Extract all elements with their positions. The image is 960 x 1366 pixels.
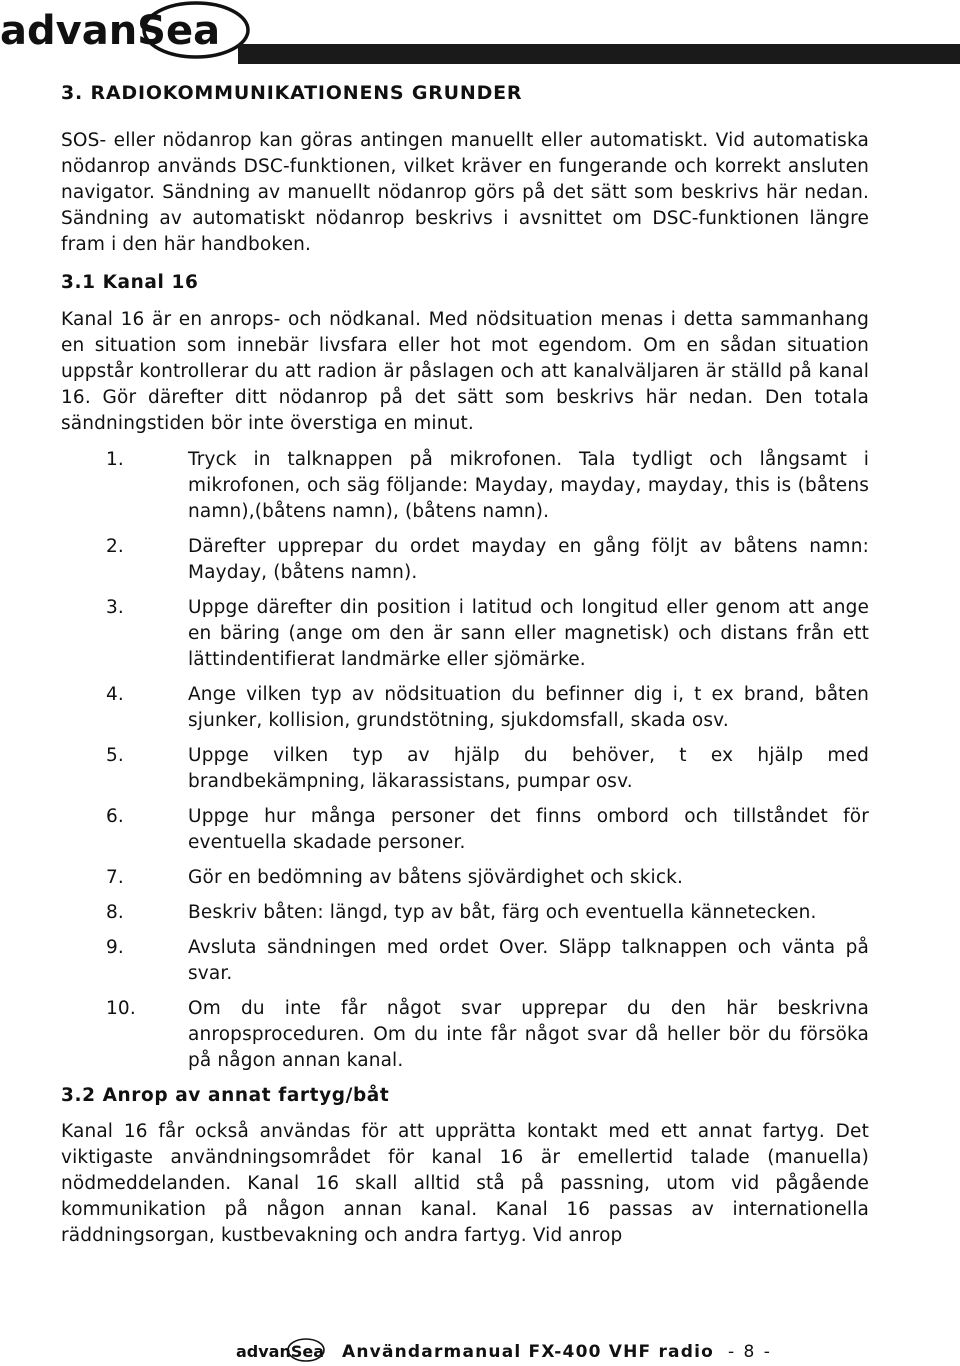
header-bar: [238, 44, 960, 64]
section-3-title: 3. RADIOKOMMUNIKATIONENS GRUNDER: [61, 82, 523, 104]
step-text: Därefter upprepar du ordet mayday en gång följt av båtens namn: Mayday, (båtens namn).: [188, 536, 869, 583]
step-number: 8.: [106, 902, 124, 923]
list-item: [61, 447, 869, 525]
step-text: Beskriv båten: längd, typ av båt, färg och eventuella kännetecken.: [188, 902, 817, 923]
document-body: [61, 72, 869, 1249]
section-3-2-title: 3.2 Anrop av annat fartyg/båt: [61, 1085, 390, 1106]
page-header: [0, 0, 960, 72]
step-text: Tryck in talknappen på mikrofonen. Tala tydligt och långsamt i mikrofonen, och säg följande: Mayday, mayday, mayday, this is (båtens namn),(båtens namn), (båtens namn).: [188, 449, 869, 522]
distress-steps-list: [61, 447, 869, 1074]
footer-advansea-logo: [236, 1336, 326, 1364]
step-text: Uppge vilken typ av hjälp du behöver, t ex hjälp med brandbekämpning, läkarassistans, pumpar osv.: [188, 745, 869, 792]
section-3-2-paragraph: Kanal 16 får också användas för att upprätta kontakt med ett annat fartyg. Det viktigaste användningsområdet för kanal 16 är emellertid talade (manuella) nödmeddelanden. Kanal 16 skall alltid stå på passning, utom vid pågående kommunikation på någon annan kanal. Kanal 16 passas av internationella räddningsorgan, kustbevakning och andra fartyg. Vid anrop: [61, 1121, 869, 1246]
step-number: 9.: [106, 937, 124, 958]
section-3-1-paragraph: Kanal 16 är en anrops- och nödkanal. Med nödsituation menas i detta sammanhang en situation som innebär livsfara eller hot mot egendom. Om en sådan situation uppstår kontrollerar du att radion är påslagen och att kanalväljaren är ställd på kanal 16. Gör därefter ditt nödanrop på det sätt som beskrivs här nedan. Den totala sändningstiden bör inte överstiga en minut.: [61, 309, 869, 434]
section-3-1-title: 3.1 Kanal 16: [61, 272, 199, 293]
logo-text: advanSea: [0, 8, 221, 54]
step-number: 4.: [106, 684, 124, 705]
footer-logo-text: advanSea: [236, 1342, 325, 1361]
list-item: [61, 865, 869, 891]
step-text: Om du inte får något svar upprepar du den här beskrivna anropsproceduren. Om du inte får något svar då heller bör du försöka på någon annan kanal.: [188, 998, 869, 1071]
step-number: 2.: [106, 536, 124, 557]
manual-title: Användarmanual FX-400 VHF radio: [342, 1342, 714, 1362]
step-number: 6.: [106, 806, 124, 827]
step-number: 10.: [106, 998, 136, 1019]
list-item: [61, 804, 869, 856]
step-number: 7.: [106, 867, 124, 888]
step-text: Uppge hur många personer det finns ombord och tillståndet för eventuella skadade personer.: [188, 806, 869, 853]
step-number: 3.: [106, 597, 124, 618]
advansea-logo: [0, 0, 260, 60]
page-number: - 8 -: [728, 1342, 772, 1362]
list-item: [61, 900, 869, 926]
step-text: Uppge därefter din position i latitud och longitud eller genom att ange en bäring (ange om den är sann eller magnetisk) och distans från ett lättindentifierat landmärke eller sjömärke.: [188, 597, 869, 670]
list-item: [61, 682, 869, 734]
list-item: [61, 996, 869, 1074]
list-item: [61, 935, 869, 987]
list-item: [61, 743, 869, 795]
page-footer: [0, 1330, 960, 1366]
step-text: Ange vilken typ av nödsituation du befinner dig i, t ex brand, båten sjunker, kollision, grundstötning, sjukdomsfall, skada osv.: [188, 684, 869, 731]
step-text: Gör en bedömning av båtens sjövärdighet och skick.: [188, 867, 684, 888]
section-3-intro: SOS- eller nödanrop kan göras antingen manuellt eller automatiskt. Vid automatiska nödanrop används DSC-funktionen, vilket kräver en fungerande och korrekt ansluten navigator. Sändning av manuellt nödanrop görs på det sätt som beskrivs här nedan. Sändning av automatiskt nödanrop beskrivs i avsnittet om DSC-funktionen längre fram i den här handboken.: [61, 130, 869, 255]
list-item: [61, 534, 869, 586]
step-number: 5.: [106, 745, 124, 766]
list-item: [61, 595, 869, 673]
step-text: Avsluta sändningen med ordet Over. Släpp talknappen och vänta på svar.: [188, 937, 869, 984]
step-number: 1.: [106, 449, 124, 470]
